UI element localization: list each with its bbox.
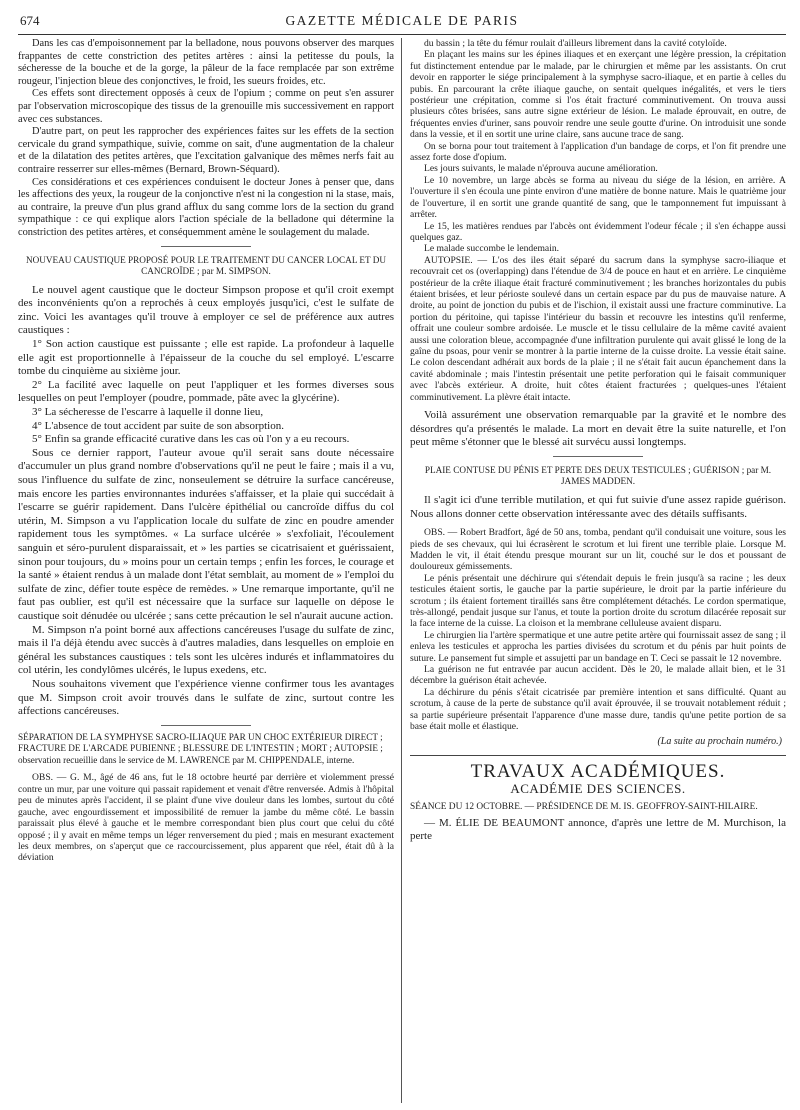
paragraph: Ces considérations et ces expériences conduisent le docteur Jones à penser que, dans les affections des yeux, la rougeur de la conjonctive n'est ni la congestion ni la stase, mais, au contraire, la preuve d'un plus grand afflux du sang comme lors de la section du grand sympathique : ce qui explique alors l'action spéciale de la belladone qui détermine la constriction des petites artères, et conséquemment amène le soulagement du malade. (18, 176, 394, 238)
autopsy-paragraph: AUTOPSIE. — L'os des iles était séparé du sacrum dans la symphyse sacro-iliaque et recouvrait cet os (overlapping) dans l'étendue de 3/4 de pouce en haut et en arrière. Le cinquième postérieur de la crête iliaque était fracturé comminutivement ; les branches horizontales du pubis étaient brisées, et leur périoste soulevé dans un certain espace par du pus de mauvaise nature. A droite, au point de jonction du pubis et de l'ischion, il existait aussi une fracture comminutive. La portion du péritoine, qui tapisse l'intérieur du bassin et recouvre les intestins qu'il renferme, offrait une couleur sombre ardoisée. Le muscle et le tissu cellulaire de la même cavité avaient aussi une coloration bleue, accompagnée d'une infiltration purulente qui avait glissé le long de la gaîne du psoas, pour venir se montrer à la partie interne de la cuisse droite. La vessie était saine. Le colon descendant adhérait aux bords de la plaie ; il ne s'était fait aucun épanchement dans la cavité abdominale ; mais l'intestin présentait une petite perforation qui le faisait communiquer avec l'abcès extérieur. A droite, huit côtes étaient fracturées ; quelques-unes l'étaient comminutivement. La plèvre était intacte. (410, 254, 786, 403)
session-line: SÉANCE DU 12 OCTOBRE. — PRÉSIDENCE DE M. IS. GEOFFROY-SAINT-HILAIRE. (410, 802, 758, 813)
list-item: 1° Son action caustique est puissante ; elle est rapide. La profondeur à laquelle elle agit est proportionnelle à l'épaisseur de la couche du sel employé. L'escarre tombe du cinquième au sixième jour. (18, 338, 394, 378)
section-title: TRAVAUX ACADÉMIQUES. (470, 761, 726, 783)
page-number: 674 (20, 13, 40, 28)
paragraph: Voilà assurément une observation remarquable par la gravité et le nombre des désordres qu'a présentés le malade. La mort en devait être la suite naturelle, et l'on peut même s'étonner que le blessé ait survécu aussi longtemps. (410, 409, 786, 449)
column-rule (401, 38, 402, 1103)
paragraph: du bassin ; la tête du fémur roulait d'ailleurs librement dans la cavité cotyloïde. (424, 38, 727, 49)
divider (410, 755, 786, 756)
paragraph: — M. ÉLIE DE BEAUMONT annonce, d'après une lettre de M. Murchison, la perte (410, 816, 786, 843)
paragraph: Les jours suivants, le malade n'éprouva aucune amélioration. (424, 163, 658, 175)
section-heading: SÉPARATION DE LA SYMPHYSE SACRO-ILIAQUE PAR UN CHOC EXTÉRIEUR DIRECT ; FRACTURE DE L'ARCADE PUBIENNE ; BLESSURE DE L'INTESTIN ; MORT ; AUTOPSIE ; observation recueillie dans le service de M. LAWRENCE par M. CHIPPENDALE, interne. (18, 731, 383, 765)
list-item: 3° La sécheresse de l'escarre à laquelle il donne lieu, (32, 406, 264, 419)
paragraph: M. Simpson n'a point borné aux affections cancéreuses l'usage du sulfate de zinc, mais il l'a déjà étendu avec succès à d'autres maladies, dans lesquelles on emploie en général les substances caustiques : tels sont les ulcères indurés et inflammatoires du col utérin, les condylômes ulcérés, le lupus exedens, etc. (18, 623, 394, 677)
paragraph: La guérison ne fut entravée par aucun accident. Dès le 20, le malade allait bien, et le 31 décembre la guérison était achevée. (410, 664, 786, 687)
paragraph: Sous ce dernier rapport, l'auteur avoue qu'il serait sans doute nécessaire d'accumuler un plus grand nombre d'observations qu'il ne peut le faire ; mais il a vu, sous l'influence du sulfate de zinc, nonseulement se détruire la surface cancéreuse, mais encore les parties environnantes indurées s'affaisser, et la plaie qui succédait à l'escarre se guérir rapidement. Dans l'ulcère épithélial ou cancroïde diffus du col utérin, M. Simpson a vu l'application locale du sulfate de zinc en poudre amender rapidement tous les symptômes. « La surface ulcérée » s'exfoliait, l'écoulement sanguin et séro-purulent disparaissait, et » les parties se cicatrisaient et guérissaient, sinon pour toujours, du » moins pour un certain temps ; enfin les forces, le courage et la santé » étaient rendus à un malade dont l'état semblait, au moment de » l'emploi du sulfate de zinc, défier toute espèce de remèdes. » Une remarque importante, qu'il ne faut pas oublier, est qu'il est nécessaire que la surface sur laquelle on dépose le caustique soit dénudée ou ulcérée ; sans cette précaution le sel n'aurait aucune action. (18, 446, 394, 622)
divider (161, 725, 251, 726)
list-item: 2° La facilité avec laquelle on peut l'appliquer et les formes diverses sous lesquelles on peut l'employer (poudre, pommade, pâte avec la glycérine). (18, 378, 394, 405)
list-item: 4° L'absence de tout accident par suite de son absorption. (32, 419, 284, 432)
list-item: 5° Enfin sa grande efficacité curative dans les cas où l'on y a eu recours. (32, 433, 350, 446)
paragraph: Le 15, les matières rendues par l'abcès ont évidemment l'odeur fécale ; il s'en échappe aussi quelques gaz. (410, 220, 786, 243)
divider (161, 246, 251, 247)
section-heading: NOUVEAU CAUSTIQUE PROPOSÉ POUR LE TRAITEMENT DU CANCER LOCAL ET DU CANCROÏDE ; par M. SIMPSON. (25, 254, 387, 277)
text-columns (18, 38, 786, 1103)
left-column (18, 38, 394, 1103)
paragraph: En plaçant les mains sur les épines iliaques et en exerçant une légère pression, la crépitation fut distinctement entendue par le malade, par le chirurgien et même par les assistants. On crut devoir en rapporter le siége principalement à la symphyse sacro-iliaque, et en partie à celles du pubis. En parcourant la crête iliaque gauche, on sentait quelques inégalités, et vers le tiers postérieur une crépitation, comme si l'os était fracturé comminutivement. On trouva aussi plusieurs côtes brisées, sans autre signe extérieur de lésion. Le malade éprouvait, en outre, de fréquentes envies d'uriner, sans pouvoir rendre une seule goutte d'urine. On introduisit une sonde dans la vessie, et il en sortit une urine claire, sans aucune trace de sang. (410, 49, 786, 141)
observation-paragraph: OBS. — G. M., âgé de 46 ans, fut le 18 octobre heurté par derrière et violemment pressé contre un mur, par une voiture qui passait rapidement et venait d'être renversée. Admis à l'hôpital peu de minutes après l'accident, il se plaint d'une vive douleur dans les lombes, surtout du côté gauche, avec engourdissement et impossibilité de remuer la jambe du même côté. Le bassin paraissait plus élevé à gauche et le membre correspondant bien plus court que celui du côté opposé ; il y avait en même temps un léger renversement du pied ; mais en mesurant exactement les deux membres, on s'aperçut que ce raccourcissement, plus apparent que réel, était dû à la déviation (18, 772, 394, 864)
paragraph: Le chirurgien lia l'artère spermatique et une autre petite artère qui fournissait assez de sang ; il enleva les testicules et approcha les parties divisées du scrotum et du pénis par huit points de suture. Le pansement fut simple et assujetti par un bandage en T. Ceci se passait le 12 novembre. (410, 629, 786, 664)
journal-title: GAZETTE MÉDICALE DE PARIS (285, 13, 519, 28)
paragraph: Dans les cas d'empoisonnement par la belladone, nous pouvons observer des marques frappantes de cette constriction des petites artères : ainsi la petitesse du pouls, la sécheresse de la bouche et de la gorge, la pâleur de la face remplacée par son extrême rougeur, l'injection bleue des conjonctives, le froid, les sueurs froides, etc. (18, 38, 394, 87)
paragraph: Le malade succombe le lendemain. (424, 243, 560, 255)
paragraph: Le nouvel agent caustique que le docteur Simpson propose et qu'il croit exempt des inconvénients qu'on a reprochés à ceux employés jusqu'ici, c'est le sulfate de zinc. Voici les avantages qu'il trouve à employer ce sel de préférence aux autres caustiques : (18, 283, 394, 337)
section-heading: PLAIE CONTUSE DU PÉNIS ET PERTE DES DEUX TESTICULES ; GUÉRISON ; par M. JAMES MADDEN. (424, 464, 772, 487)
paragraph: Le pénis présentait une déchirure qui s'étendait depuis le frein jusqu'à sa racine ; les deux testicules étaient sortis, le gauche par la partie supérieure, le droit par la partie inférieure du scrotum ; ils étaient fortement tiraillés sans être complétement détachés. Le cordon spermatique, très-allongé, pendait jusque sur l'anus, et toute la portion droite du scrotum dilacérée reposait sur la face interne de la cuisse. La cloison et la membrane celluleuse avaient disparu. (410, 572, 786, 630)
paragraph: On se borna pour tout traitement à l'application d'un bandage de corps, et l'on fit prendre une assez forte dose d'opium. (410, 140, 786, 164)
paragraph: Il s'agit ici d'une terrible mutilation, et qui fut suivie d'une assez rapide guérison. Nous allons donner cette observation intéressante avec des détails suffisants. (410, 493, 786, 520)
page-header (18, 10, 786, 35)
paragraph: D'autre part, on peut les rapprocher des expériences faites sur les effets de la section cervicale du grand sympathique, suivie, comme on sait, d'une augmentation de la chaleur et de la dilatation des petites artères, que l'excitation galvanique des mêmes nerfs fait au contraire resserrer sur elles-mêmes (Bernard, Brown-Séquard). (18, 126, 394, 175)
paragraph: Nous souhaitons vivement que l'expérience vienne confirmer tous les avantages que M. Simpson croit avoir trouvés dans le sulfate de zinc, surtout contre les affections cancéreuses. (18, 677, 394, 718)
divider (553, 456, 643, 457)
paragraph: Ces effets sont directement opposés à ceux de l'opium ; comme on peut s'en assurer par l'observation microscopique des tissus de la grenouille mis successivement en rapport avec ces substances. (18, 88, 394, 125)
observation-paragraph: OBS. — Robert Bradfort, âgé de 50 ans, tomba, pendant qu'il conduisait une voiture, sous les pieds de ses chevaux, qui lui écrasèrent le scrotum et lui firent une terrible plaie. Lorsque M. Madden le vit, il était étendu presque mourant sur un lit, couché sur le dos et poussant de douloureux gémissements. (410, 527, 786, 573)
newspaper-page (18, 10, 786, 1105)
right-column (410, 38, 786, 1103)
paragraph: Le 10 novembre, un large abcès se forma au niveau du siége de la lésion, en arrière. A l'ouverture il s'en écoula une pinte environ d'une matière de bonne nature. Mais le quatrième jour de l'ouverture, il en sortit une grande quantité de sang, que le tamponnement fut impuissant à arrêter. (410, 174, 786, 221)
continued-note: (La suite au prochain numéro.) (657, 736, 782, 748)
paragraph: La déchirure du pénis s'était cicatrisée par première intention et sans difficulté. Quant au scrotum, à cause de la perte de substance qu'il avait éprouvée, il se trouvait notablement réduit ; sa partie supérieure présentait l'apparence d'une masse dure, tandis qu'une petite portion de sa base était molle et élastique. (410, 686, 786, 733)
academy-title: ACADÉMIE DES SCIENCES. (510, 780, 686, 796)
